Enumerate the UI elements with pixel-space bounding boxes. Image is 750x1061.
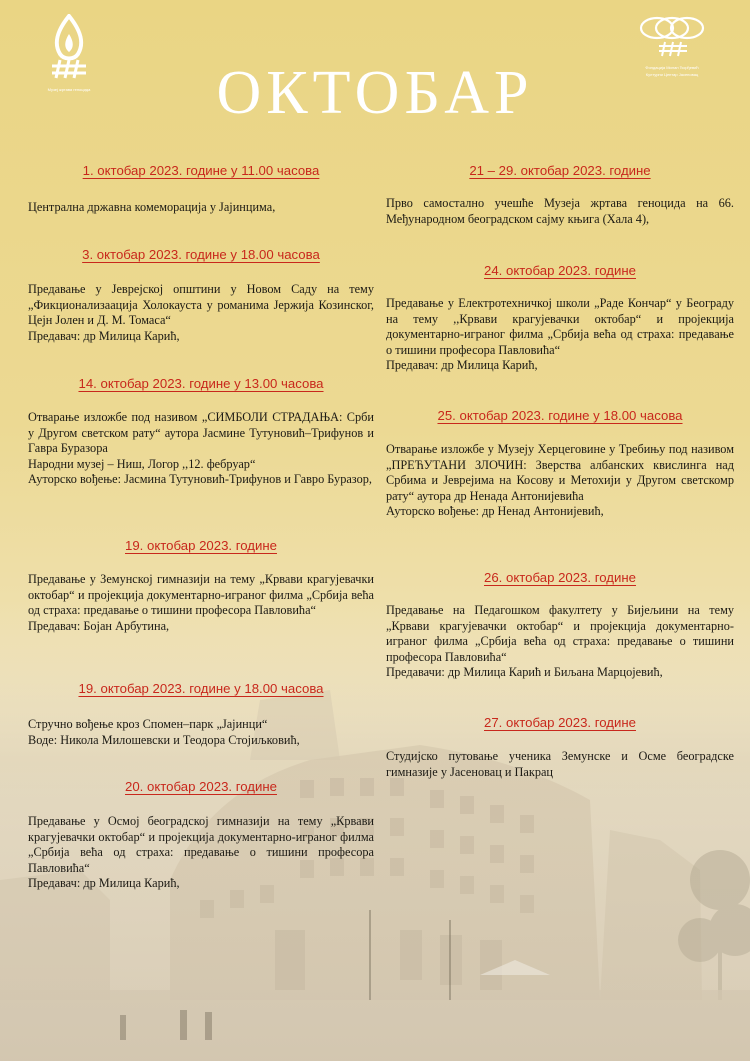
event-item — [28, 376, 374, 487]
event-description — [386, 749, 734, 780]
event-description — [386, 296, 734, 374]
event-line: Предавачи: др Милица Карић и Биљана Марцојевић, — [386, 665, 663, 680]
event-date: 24. октобар 2023. године — [484, 263, 636, 278]
event-description — [28, 814, 374, 892]
event-line: Предавање у Јеврејској општини у Новом Саду на тему „Фикционализаација Холокауста у романима Јержија Козинског, Цејн Јолен и Д. М. Томаса“ — [28, 282, 374, 328]
event-line: Ауторско вођење: Јасмина Тутуновић-Трифунов и Гавро Буразор, — [28, 472, 372, 487]
event-line: Предавач: др Милица Карић, — [28, 328, 180, 343]
event-date: 27. октобар 2023. године — [484, 715, 636, 730]
event-line: Предавање у Осмој београдској гимназији на тему „Крвави крагујевачки октобар“ и пројекција документарно-играног филма „Србија већа од страха: предавање о тишини професора Павловића“ — [28, 814, 374, 875]
event-line: Предавач: др Милица Карић, — [28, 876, 180, 891]
event-item — [386, 263, 734, 373]
event-date: 1. октобар 2023. године у 11.00 часова — [82, 163, 320, 178]
event-item — [28, 247, 374, 343]
event-line: Прво самостално учешће Музеја жртава геноцида на 66. Међународном београдском сајму књига (Хала 4), — [386, 196, 734, 226]
logo-right-caption-2: Културни Центар Јасеновац — [645, 72, 699, 77]
event-date: 26. октобар 2023. године — [484, 570, 636, 585]
event-description — [28, 200, 374, 216]
logo-right-caption-1: Фондација Милан Ђорђевић — [645, 65, 699, 70]
event-description — [28, 282, 374, 344]
event-description — [386, 442, 734, 520]
event-item — [28, 538, 374, 633]
event-line: Студијско путовање ученика Земунске и Осме београдске гимназије у Јасеновац и Пакрац — [386, 749, 734, 779]
event-line: Воде: Никола Милошевски и Теодора Стојиљковић, — [28, 732, 300, 747]
event-item — [386, 408, 734, 519]
event-item — [28, 779, 374, 891]
page-title: ОКТОБАР — [216, 59, 534, 127]
event-date: 3. октобар 2023. године у 18.00 часова — [82, 247, 320, 262]
event-item — [28, 163, 374, 214]
event-description — [386, 603, 734, 681]
event-description — [28, 410, 374, 488]
event-description — [28, 717, 374, 748]
knot-logo-icon — [637, 14, 707, 58]
event-date: 19. октобар 2023. године у 18.00 часова — [78, 681, 324, 696]
event-line: Стручно вођење кроз Спомен–парк „Јајинци“ — [28, 717, 268, 731]
event-line: Централна државна комеморација у Јајинцима, — [28, 200, 276, 214]
event-line: Отварање изложбе под називом „СИМБОЛИ СТРАДАЊА: Срби у Другом светском рату“ аутора Јасмине Тутуновић–Трифунов и Гавра Буразора — [28, 410, 374, 456]
event-line: Предавач: Бојан Арбутина, — [28, 618, 170, 633]
event-line: Предавање на Педагошком факултету у Бијељини на тему „Крвави крагујевачки октобар“ и пројекција документарно-играног филма „Србија већа од страха: предавање о тишини професора Павловића“ — [386, 603, 734, 664]
event-item — [386, 570, 734, 680]
event-description — [386, 196, 734, 227]
event-item — [386, 715, 734, 779]
logo-left-caption: Музеј жртава геноцида — [47, 87, 91, 92]
event-description — [28, 572, 374, 634]
event-line: Народни музеј – Ниш, Логор ,,12. фебруар“ — [28, 456, 256, 471]
event-line: Предавање у Земунској гимназији на тему „Крвави крагујевачки октобар“ и пројекција документарно-играног филма „Србија већа од страха: предавање о тишини професора Павловића“ — [28, 572, 374, 618]
event-item — [386, 163, 734, 226]
event-date: 20. октобар 2023. године — [125, 779, 277, 794]
event-date: 21 – 29. октобар 2023. године — [469, 163, 651, 178]
event-item — [28, 681, 374, 747]
event-line: Ауторско вођење: др Ненад Антонијевић, — [386, 504, 604, 519]
event-line: Отварање изложбе у Музеју Херцеговине у Требињу под називом „ПРЕЋУТАНИ ЗЛОЧИН: Зверства албанских квислинга над Србима и Јеврејима на Косову и Метохији у Другом светскомр рату“ аутора др Ненада Антонијевића — [386, 442, 734, 503]
event-line: Предавање у Електротехничкој школи „Раде Кончар“ у Београду на тему ,,Крвави крагујевачки октобар“ и пројекција документарно-играног филма „Србија већа од страха: предавање о тишини професора Павловића“ — [386, 296, 734, 357]
event-date: 19. октобар 2023. године — [125, 538, 277, 553]
event-date: 14. октобар 2023. године у 13.00 часова — [78, 376, 324, 391]
event-line: Предавач: др Милица Карић, — [386, 358, 538, 373]
event-date: 25. октобар 2023. године у 18.00 часова — [437, 408, 683, 423]
